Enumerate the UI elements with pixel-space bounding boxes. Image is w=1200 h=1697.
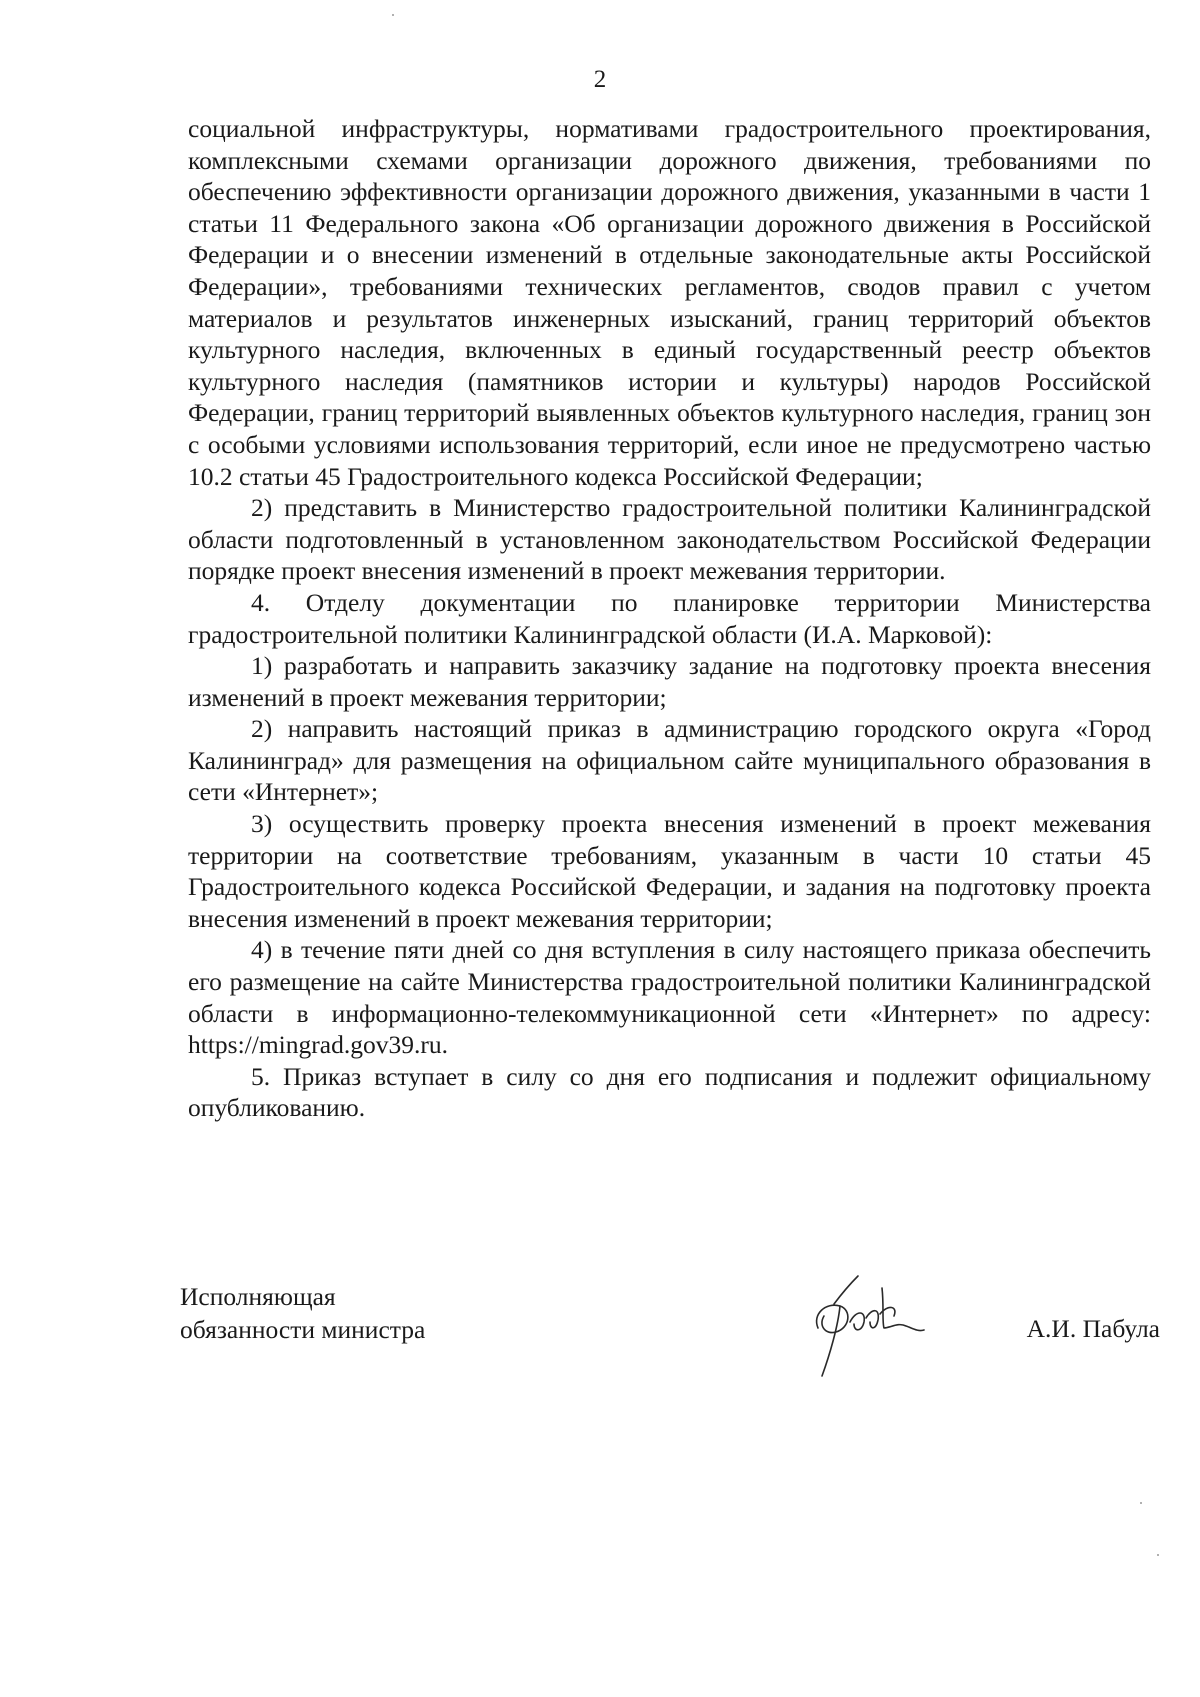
paragraph-section-4: 4. Отделу документации по планировке территории Министерства градостроительной политики Калининградской области (И.А. Марковой):	[188, 587, 1151, 649]
paragraph-continuation: социальной инфраструктуры, нормативами градостроительного проектирования, комплексными схемами организации дорожного движения, требованиями по обеспечению эффективности организации дорожного движения, указанными в части 1 статьи 11 Федерального закона «Об организации дорожного движения в Российской Федерации и о внесении изменений в отдельные законодательные акты Российской Федерации», требованиями технических регламентов, сводов правил с учетом материалов и результатов инженерных изысканий, границ территорий объектов культурного наследия, включенных в единый государственный реестр объектов культурного наследия (памятников истории и культуры) народов Российской Федерации, границ территорий выявленных объектов культурного наследия, границ зон с особыми условиями использования территорий, если иное не предусмотрено частью 10.2 статьи 45 Градостроительного кодекса Российской Федерации;	[188, 114, 1151, 491]
signature-block	[180, 1280, 1160, 1420]
scan-speck	[392, 14, 394, 16]
paragraph-item-3: 3) осуществить проверку проекта внесения изменений в проект межевания территории на соответствие требованиям, указанным в части 10 статьи 45 Градостроительного кодекса Российской Федерации, и задания на подготовку проекта внесения изменений в проект межевания территории;	[188, 809, 1151, 933]
paragraph-item-2-submit: 2) представить в Министерство градостроительной политики Калининградской области подготовленный в установленном законодательством Российской Федерации порядке проект внесения изменений в проект межевания территории.	[188, 493, 1151, 586]
page-number: 2	[593, 66, 607, 93]
paragraph-item-4: 4) в течение пяти дней со дня вступления в силу настоящего приказа обеспечить его размещение на сайте Министерства градостроительной политики Калининградской области в информационно-телекоммуникационной сети «Интернет» по адресу: https://mingrad.gov39.ru.	[188, 935, 1151, 1060]
document-body	[188, 113, 1151, 1124]
paragraph-section-5: 5. Приказ вступает в силу со дня его подписания и подлежит официальному опубликованию.	[188, 1061, 1151, 1123]
scan-speck	[1140, 1502, 1142, 1504]
scan-speck	[1157, 1554, 1159, 1556]
signatory-name: А.И. Пабула	[1026, 1314, 1160, 1343]
position-line-1: Исполняющая	[180, 1282, 336, 1311]
position-line-2: обязанности министра	[180, 1315, 426, 1344]
paragraph-item-1: 1) разработать и направить заказчику задание на подготовку проекта внесения изменений в проект межевания территории;	[188, 651, 1151, 712]
handwritten-signature	[800, 1266, 930, 1386]
paragraph-item-2: 2) направить настоящий приказ в администрацию городского округа «Город Калининград» для размещения на официальном сайте муниципального образования в сети «Интернет»;	[188, 714, 1151, 807]
signatory-position	[180, 1280, 425, 1346]
